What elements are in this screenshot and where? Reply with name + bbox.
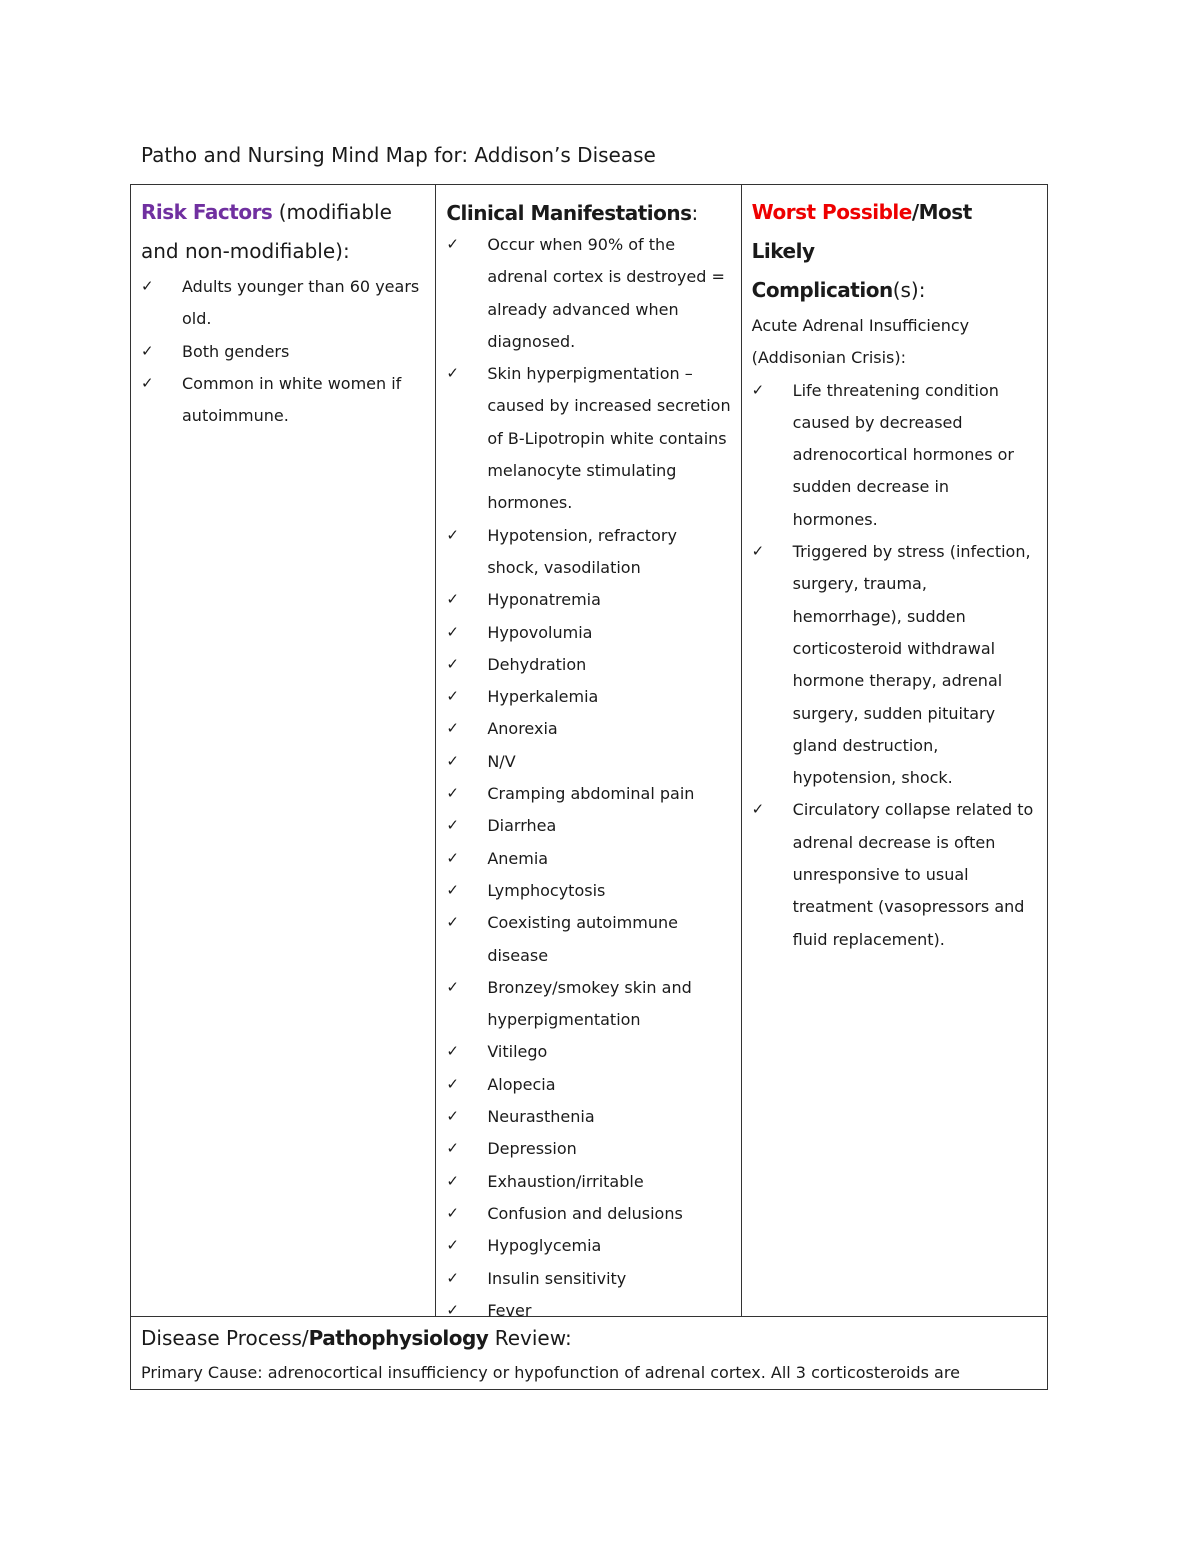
checkmark-icon: ✓ bbox=[446, 1107, 459, 1126]
list-item-text: Cramping abdominal pain bbox=[487, 784, 695, 804]
list-item-text: Lymphocytosis bbox=[487, 880, 606, 900]
list-item-text: Anorexia bbox=[487, 719, 558, 739]
complications-heading bbox=[752, 193, 1037, 310]
checkmark-icon: ✓ bbox=[446, 751, 459, 770]
list-item-text: Diarrhea bbox=[487, 816, 557, 836]
list-item bbox=[446, 843, 730, 875]
complications-intro: Acute Adrenal Insufficiency (Addisonian Crisis): bbox=[751, 316, 970, 368]
clinical-manifestations-heading bbox=[446, 193, 730, 233]
disease-process-heading-prefix: Disease Process/ bbox=[141, 1326, 309, 1350]
disease-process-text: Primary Cause: adrenocortical insufficiency or hypofunction of adrenal cortex. All 3 corticosteroids are bbox=[141, 1363, 960, 1382]
list-item-text: Confusion and delusions bbox=[487, 1203, 683, 1223]
list-item-text: Triggered by stress (infection, surgery, trauma, hemorrhage), sudden corticosteroid withdrawal hormone therapy, adrenal surgery, sudden pituitary gland destruction, hypotension, shock. bbox=[792, 542, 1031, 788]
list-item-text: Skin hyperpigmentation – caused by increased secretion of B-Lipotropin white contains melanocyte stimulating hormones. bbox=[487, 364, 731, 513]
risk-factors-column bbox=[131, 185, 436, 1316]
checkmark-icon: ✓ bbox=[446, 525, 459, 544]
list-item bbox=[446, 907, 730, 972]
complications-column bbox=[742, 185, 1047, 1316]
list-item bbox=[141, 271, 425, 336]
list-item bbox=[446, 875, 730, 907]
list-item-text: Alopecia bbox=[487, 1074, 556, 1094]
list-item bbox=[446, 1101, 730, 1133]
list-item bbox=[752, 375, 1037, 536]
list-item bbox=[446, 681, 730, 713]
checkmark-icon: ✓ bbox=[141, 341, 154, 360]
list-item-text: Hypoglycemia bbox=[487, 1236, 602, 1256]
list-item-text: Both genders bbox=[182, 341, 290, 361]
checkmark-icon: ✓ bbox=[446, 364, 459, 383]
mind-map-table bbox=[130, 184, 1048, 1390]
checkmark-icon: ✓ bbox=[446, 687, 459, 706]
complications-heading-rest: (s): bbox=[892, 278, 926, 302]
list-item bbox=[446, 810, 730, 842]
list-item bbox=[141, 368, 425, 433]
clinical-manifestations-heading-rest: : bbox=[691, 201, 699, 225]
risk-factors-list bbox=[141, 271, 425, 432]
clinical-manifestations-list bbox=[446, 229, 730, 1327]
complications-heading-red: Worst Possible bbox=[751, 200, 912, 224]
checkmark-icon: ✓ bbox=[446, 816, 459, 835]
list-item bbox=[446, 649, 730, 681]
list-item-text: Life threatening condition caused by decreased adrenocortical hormones or sudden decrease in hormones. bbox=[792, 380, 1015, 529]
list-item bbox=[446, 778, 730, 810]
list-item bbox=[446, 713, 730, 745]
list-item-text: N/V bbox=[487, 751, 516, 771]
risk-factors-heading bbox=[141, 193, 425, 271]
list-item-text: Hypotension, refractory shock, vasodilation bbox=[487, 525, 677, 577]
checkmark-icon: ✓ bbox=[446, 880, 459, 899]
disease-process-row bbox=[130, 1317, 1048, 1390]
list-item bbox=[446, 1036, 730, 1068]
complications-heading-bold: /Most Likely bbox=[751, 200, 972, 263]
list-item bbox=[446, 1295, 730, 1327]
list-item bbox=[446, 1133, 730, 1165]
list-item bbox=[446, 229, 730, 358]
list-item-text: Fever bbox=[487, 1300, 532, 1320]
list-item-text: Hyponatremia bbox=[487, 590, 601, 610]
checkmark-icon: ✓ bbox=[446, 784, 459, 803]
checkmark-icon: ✓ bbox=[141, 277, 154, 295]
checkmark-icon: ✓ bbox=[446, 1042, 459, 1061]
list-item bbox=[446, 1069, 730, 1101]
list-item bbox=[446, 617, 730, 649]
checkmark-icon: ✓ bbox=[446, 1074, 459, 1093]
list-item-text: Insulin sensitivity bbox=[487, 1268, 627, 1288]
clinical-manifestations-heading-bold: Clinical Manifestations bbox=[446, 201, 692, 225]
list-item-text: Common in white women if autoimmune. bbox=[182, 373, 402, 426]
checkmark-icon: ✓ bbox=[446, 1300, 459, 1319]
checkmark-icon: ✓ bbox=[751, 380, 765, 399]
list-item bbox=[446, 358, 730, 519]
checkmark-icon: ✓ bbox=[446, 590, 459, 609]
checkmark-icon: ✓ bbox=[446, 1203, 459, 1222]
list-item bbox=[446, 1263, 730, 1295]
page-title: Patho and Nursing Mind Map for: Addison’s Disease bbox=[141, 143, 656, 167]
list-item-text: Bronzey/smokey skin and hyperpigmentation bbox=[487, 977, 692, 1030]
list-item-text: Circulatory collapse related to adrenal decrease is often unresponsive to usual treatment (vasopressors and fluid replacement). bbox=[792, 800, 1034, 949]
checkmark-icon: ✓ bbox=[141, 373, 154, 392]
checkmark-icon: ✓ bbox=[751, 800, 765, 819]
list-item-text: Adults younger than 60 years old. bbox=[182, 277, 420, 329]
list-item bbox=[446, 1166, 730, 1198]
list-item bbox=[446, 1230, 730, 1262]
list-item-text: Hypovolumia bbox=[487, 622, 593, 642]
risk-factors-heading-rest-1: (modifiable bbox=[272, 200, 392, 224]
checkmark-icon: ✓ bbox=[446, 977, 459, 996]
checkmark-icon: ✓ bbox=[446, 1236, 459, 1255]
checkmark-icon: ✓ bbox=[446, 622, 459, 641]
checkmark-icon: ✓ bbox=[446, 654, 459, 673]
complications-list bbox=[752, 375, 1037, 956]
list-item-text: Anemia bbox=[487, 848, 549, 868]
list-item bbox=[446, 1198, 730, 1230]
clinical-manifestations-column bbox=[436, 185, 741, 1320]
checkmark-icon: ✓ bbox=[446, 1171, 459, 1190]
list-item bbox=[446, 584, 730, 616]
checkmark-icon: ✓ bbox=[446, 848, 459, 867]
risk-factors-heading-bold: Risk Factors bbox=[141, 200, 273, 224]
list-item-text: Vitilego bbox=[487, 1042, 548, 1062]
list-item-text: Depression bbox=[487, 1139, 577, 1159]
list-item bbox=[752, 536, 1037, 794]
mind-map-top-row bbox=[130, 184, 1048, 1320]
checkmark-icon: ✓ bbox=[446, 235, 459, 253]
checkmark-icon: ✓ bbox=[446, 913, 459, 932]
disease-process-heading-bold: Pathophysiology bbox=[308, 1326, 489, 1350]
list-item-text: Hyperkalemia bbox=[487, 687, 599, 707]
risk-factors-heading-rest-2: and non-modifiable): bbox=[141, 239, 350, 263]
list-item-text: Dehydration bbox=[487, 654, 587, 674]
list-item-text: Neurasthenia bbox=[487, 1107, 595, 1127]
list-item bbox=[141, 336, 425, 368]
list-item bbox=[446, 972, 730, 1037]
list-item bbox=[446, 520, 730, 585]
checkmark-icon: ✓ bbox=[446, 1139, 459, 1158]
list-item bbox=[752, 794, 1037, 955]
list-item-text: Coexisting autoimmune disease bbox=[487, 913, 678, 965]
list-item-text: Exhaustion/irritable bbox=[487, 1171, 644, 1191]
complications-heading-bold-2: Complication bbox=[751, 278, 893, 302]
list-item bbox=[446, 746, 730, 778]
checkmark-icon: ✓ bbox=[446, 719, 459, 738]
checkmark-icon: ✓ bbox=[446, 1268, 459, 1287]
disease-process-heading-rest: Review: bbox=[488, 1326, 572, 1350]
checkmark-icon: ✓ bbox=[751, 542, 765, 561]
list-item-text: Occur when 90% of the adrenal cortex is destroyed = already advanced when diagnosed. bbox=[487, 235, 725, 351]
